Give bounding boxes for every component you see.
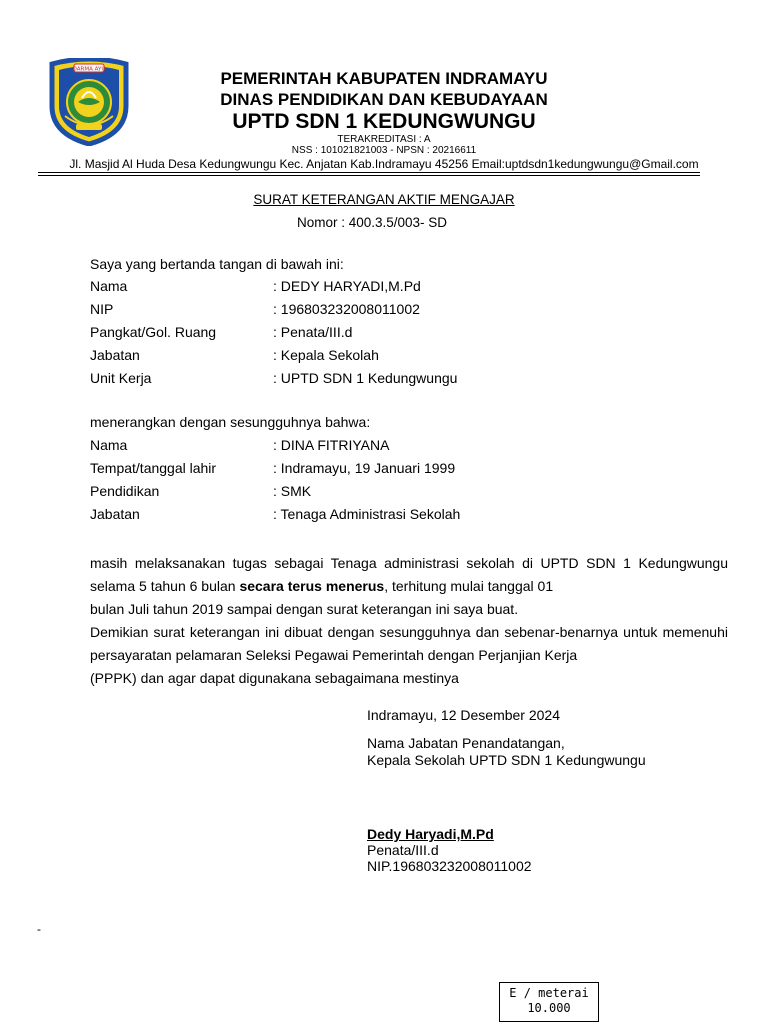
signatory-role-line1: Nama Jabatan Penandatangan, [367,735,565,751]
signatory-name: Dedy Haryadi,M.Pd [367,826,494,842]
signer-value-nip: : 196803232008011002 [273,301,420,317]
letterhead-ids: NSS : 101021821003 - NPSN : 20216611 [291,145,477,156]
signatory-rank: Penata/III.d [367,842,439,858]
subject-label-birth: Tempat/tanggal lahir [90,460,217,476]
middle-text: menerangkan dengan sesungguhnya bahwa: [90,414,371,430]
stamp-duty-amount: 10.000 [527,1001,571,1015]
body-p1-text: masih melaksanakan tugas sebagai Tenaga administrasi sekolah di UPTD SDN 1 Kedungwungu selama 5 tahun 6 bulan [90,555,728,594]
body-paragraph-2 [90,621,728,690]
body-p1-emphasis: secara terus menerus [239,578,385,594]
place-date: Indramayu, 12 Desember 2024 [367,707,560,723]
signer-label-rank: Pangkat/Gol. Ruang [90,324,217,340]
subject-value-birth: : Indramayu, 19 Januari 1999 [273,460,456,476]
subject-label-name: Nama [90,437,128,453]
letterhead-school: UPTD SDN 1 KEDUNGWUNGU [232,110,536,133]
subject-label-position: Jabatan [90,506,140,522]
body-p2-text: Demikian surat keterangan ini dibuat dengan sesungguhnya dan sebenar-benarnya untuk memenuhi persayaratan pelamaran Seleksi Pegawai Pemerintah dengan Perjanjian Kerja [90,624,728,663]
body-p1-text-end: , terhitung mulai tanggal 01 [384,578,554,594]
letterhead-accreditation: TERAKREDITASI : A [337,134,431,145]
letterhead-address: Jl. Masjid Al Huda Desa Kedungwungu Kec. Anjatan Kab.Indramayu 45256 Email:uptdsdn1kedungwungu@Gmail.com [69,157,699,171]
signer-value-name: : DEDY HARYADI,M.Pd [273,278,421,294]
letter-title: SURAT KETERANGAN AKTIF MENGAJAR [253,192,515,207]
letter-number: Nomor : 400.3.5/003- SD [296,215,448,230]
subject-value-education: : SMK [273,483,312,499]
signer-label-position: Jabatan [90,347,140,363]
subject-value-position: : Tenaga Administrasi Sekolah [273,506,461,522]
stray-mark: - [37,922,41,936]
signer-value-position: : Kepala Sekolah [273,347,379,363]
signatory-role-line2: Kepala Sekolah UPTD SDN 1 Kedungwungu [367,752,646,768]
header-divider-thick [38,172,700,173]
logo-banner-text: DARMA AYU [72,66,106,73]
subject-value-name: : DINA FITRIYANA [273,437,390,453]
body-p1-last-line: bulan Juli tahun 2019 sampai dengan surat keterangan ini saya buat. [90,601,519,617]
signer-label-unit: Unit Kerja [90,370,152,386]
signer-label-nip: NIP [90,301,114,317]
subject-label-education: Pendidikan [90,483,160,499]
signer-value-unit: : UPTD SDN 1 Kedungwungu [273,370,458,386]
signer-value-rank: : Penata/III.d [273,324,353,340]
body-paragraph-1 [90,552,728,621]
letterhead-department: DINAS PENDIDIKAN DAN KEBUDAYAAN [220,90,548,109]
signer-label-name: Nama [90,278,128,294]
signatory-nip: NIP.196803232008011002 [367,858,532,874]
intro-text: Saya yang bertanda tangan di bawah ini: [90,256,344,272]
letterhead-government: PEMERINTAH KABUPATEN INDRAMAYU [220,69,548,88]
body-p2-last-line: (PPPK) dan agar dapat digunakana sebagaimana mestinya [90,670,459,686]
stamp-duty-box [499,982,599,1022]
regency-logo [48,58,130,146]
header-divider-thin [38,175,700,176]
stamp-duty-label: E / meterai [509,986,589,1000]
